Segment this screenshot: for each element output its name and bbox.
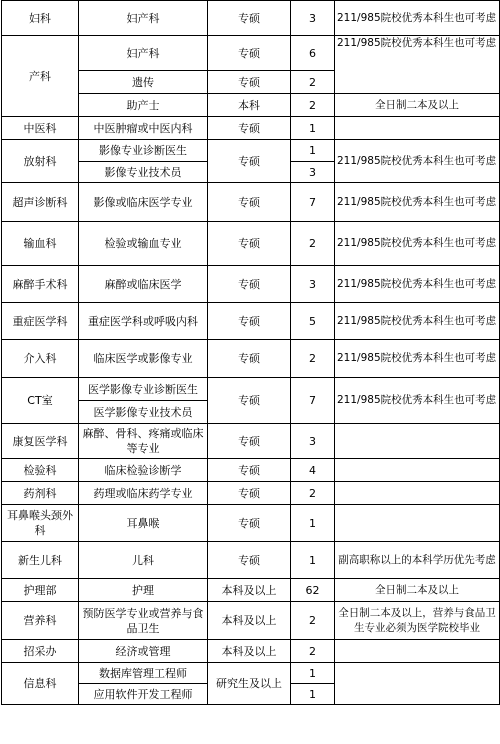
major-cell: 麻醉或临床医学 (79, 266, 208, 303)
major-cell: 检验或输血专业 (79, 222, 208, 266)
count-cell: 3 (291, 424, 335, 459)
degree-cell: 研究生及以上 (208, 663, 291, 705)
note-cell (335, 482, 500, 505)
major-cell: 妇产科 (79, 36, 208, 71)
table-row (2, 266, 500, 303)
note-cell: 211/985院校优秀本科生也可考虑 (335, 140, 500, 183)
major-cell: 数据库管理工程师 (79, 663, 208, 684)
dept-cell: 营养科 (2, 602, 79, 640)
note-cell: 211/985院校优秀本科生也可考虑 (335, 36, 500, 94)
major-cell: 预防医学专业或营养与食品卫生 (79, 602, 208, 640)
degree-cell: 专硕 (208, 459, 291, 482)
count-cell: 2 (291, 640, 335, 663)
degree-cell: 本科及以上 (208, 579, 291, 602)
table-row (2, 542, 500, 579)
dept-cell: 重症医学科 (2, 303, 79, 340)
major-cell: 临床医学或影像专业 (79, 340, 208, 378)
count-cell: 1 (291, 140, 335, 162)
degree-cell: 专硕 (208, 303, 291, 340)
major-cell: 影像或临床医学专业 (79, 183, 208, 222)
recruitment-table (1, 0, 500, 705)
dept-cell: 康复医学科 (2, 424, 79, 459)
dept-cell: 麻醉手术科 (2, 266, 79, 303)
note-cell (335, 424, 500, 459)
count-cell: 3 (291, 162, 335, 183)
degree-cell: 专硕 (208, 1, 291, 36)
note-cell: 211/985院校优秀本科生也可考虑 (335, 303, 500, 340)
dept-cell: 信息科 (2, 663, 79, 705)
dept-cell: 介入科 (2, 340, 79, 378)
note-cell: 211/985院校优秀本科生也可考虑 (335, 340, 500, 378)
note-cell (335, 640, 500, 663)
table-row (2, 505, 500, 542)
note-cell: 211/985院校优秀本科生也可考虑 (335, 1, 500, 36)
dept-cell: 药剂科 (2, 482, 79, 505)
major-cell: 助产士 (79, 94, 208, 117)
degree-cell: 专硕 (208, 117, 291, 140)
note-cell: 211/985院校优秀本科生也可考虑 (335, 222, 500, 266)
table-row (2, 424, 500, 459)
table-row (2, 222, 500, 266)
degree-cell: 本科及以上 (208, 602, 291, 640)
major-cell: 影像专业技术员 (79, 162, 208, 183)
dept-cell: 中医科 (2, 117, 79, 140)
note-cell: 全日制二本及以上 (335, 94, 500, 117)
note-cell: 211/985院校优秀本科生也可考虑 (335, 183, 500, 222)
count-cell: 2 (291, 340, 335, 378)
dept-cell: CT室 (2, 378, 79, 424)
note-cell (335, 663, 500, 705)
count-cell: 2 (291, 602, 335, 640)
table-row (2, 183, 500, 222)
note-cell: 211/985院校优秀本科生也可考虑 (335, 266, 500, 303)
degree-cell: 专硕 (208, 505, 291, 542)
major-cell: 耳鼻喉 (79, 505, 208, 542)
major-cell: 遗传 (79, 71, 208, 94)
count-cell: 1 (291, 663, 335, 684)
dept-cell: 放射科 (2, 140, 79, 183)
major-cell: 护理 (79, 579, 208, 602)
major-cell: 药理或临床药学专业 (79, 482, 208, 505)
note-cell: 副高职称以上的本科学历优先考虑 (335, 542, 500, 579)
dept-cell: 妇科 (2, 1, 79, 36)
major-cell: 中医肿瘤或中医内科 (79, 117, 208, 140)
degree-cell: 专硕 (208, 340, 291, 378)
dept-cell: 输血科 (2, 222, 79, 266)
degree-cell: 专硕 (208, 482, 291, 505)
count-cell: 1 (291, 684, 335, 705)
count-cell: 2 (291, 71, 335, 94)
degree-cell: 本科及以上 (208, 640, 291, 663)
major-cell: 临床检验诊断学 (79, 459, 208, 482)
count-cell: 1 (291, 505, 335, 542)
dept-cell: 耳鼻喉头颈外科 (2, 505, 79, 542)
table-row (2, 340, 500, 378)
table-row (2, 1, 500, 36)
table-row (2, 579, 500, 602)
dept-cell: 检验科 (2, 459, 79, 482)
degree-cell: 专硕 (208, 542, 291, 579)
table-row (2, 140, 500, 162)
note-cell: 全日制二本及以上，营养与食品卫生专业必须为医学院校毕业 (335, 602, 500, 640)
major-cell: 影像专业诊断医生 (79, 140, 208, 162)
major-cell: 医学影像专业技术员 (79, 401, 208, 424)
major-cell: 儿科 (79, 542, 208, 579)
table-row (2, 378, 500, 401)
degree-cell: 专硕 (208, 222, 291, 266)
note-cell (335, 505, 500, 542)
major-cell: 妇产科 (79, 1, 208, 36)
note-cell (335, 117, 500, 140)
major-cell: 经济或管理 (79, 640, 208, 663)
count-cell: 1 (291, 117, 335, 140)
degree-cell: 专硕 (208, 71, 291, 94)
major-cell: 医学影像专业诊断医生 (79, 378, 208, 401)
table-row (2, 482, 500, 505)
dept-cell: 超声诊断科 (2, 183, 79, 222)
degree-cell: 专硕 (208, 36, 291, 71)
note-cell: 全日制二本及以上 (335, 579, 500, 602)
dept-cell: 护理部 (2, 579, 79, 602)
count-cell: 2 (291, 482, 335, 505)
count-cell: 6 (291, 36, 335, 71)
count-cell: 7 (291, 378, 335, 424)
major-cell: 重症医学科或呼吸内科 (79, 303, 208, 340)
count-cell: 2 (291, 94, 335, 117)
table-row (2, 36, 500, 71)
table-row (2, 459, 500, 482)
note-cell: 211/985院校优秀本科生也可考虑 (335, 378, 500, 424)
major-cell: 麻醉、骨科、疼痛或临床等专业 (79, 424, 208, 459)
count-cell: 7 (291, 183, 335, 222)
dept-cell: 招采办 (2, 640, 79, 663)
degree-cell: 专硕 (208, 378, 291, 424)
degree-cell: 专硕 (208, 140, 291, 183)
degree-cell: 专硕 (208, 183, 291, 222)
dept-cell: 新生儿科 (2, 542, 79, 579)
count-cell: 5 (291, 303, 335, 340)
major-cell: 应用软件开发工程师 (79, 684, 208, 705)
count-cell: 3 (291, 1, 335, 36)
count-cell: 3 (291, 266, 335, 303)
table-row (2, 602, 500, 640)
table-row (2, 117, 500, 140)
degree-cell: 本科 (208, 94, 291, 117)
table-row (2, 640, 500, 663)
count-cell: 62 (291, 579, 335, 602)
dept-cell: 产科 (2, 36, 79, 117)
degree-cell: 专硕 (208, 266, 291, 303)
count-cell: 4 (291, 459, 335, 482)
count-cell: 1 (291, 542, 335, 579)
table-row (2, 663, 500, 684)
table-row (2, 303, 500, 340)
note-cell (335, 459, 500, 482)
count-cell: 2 (291, 222, 335, 266)
degree-cell: 专硕 (208, 424, 291, 459)
